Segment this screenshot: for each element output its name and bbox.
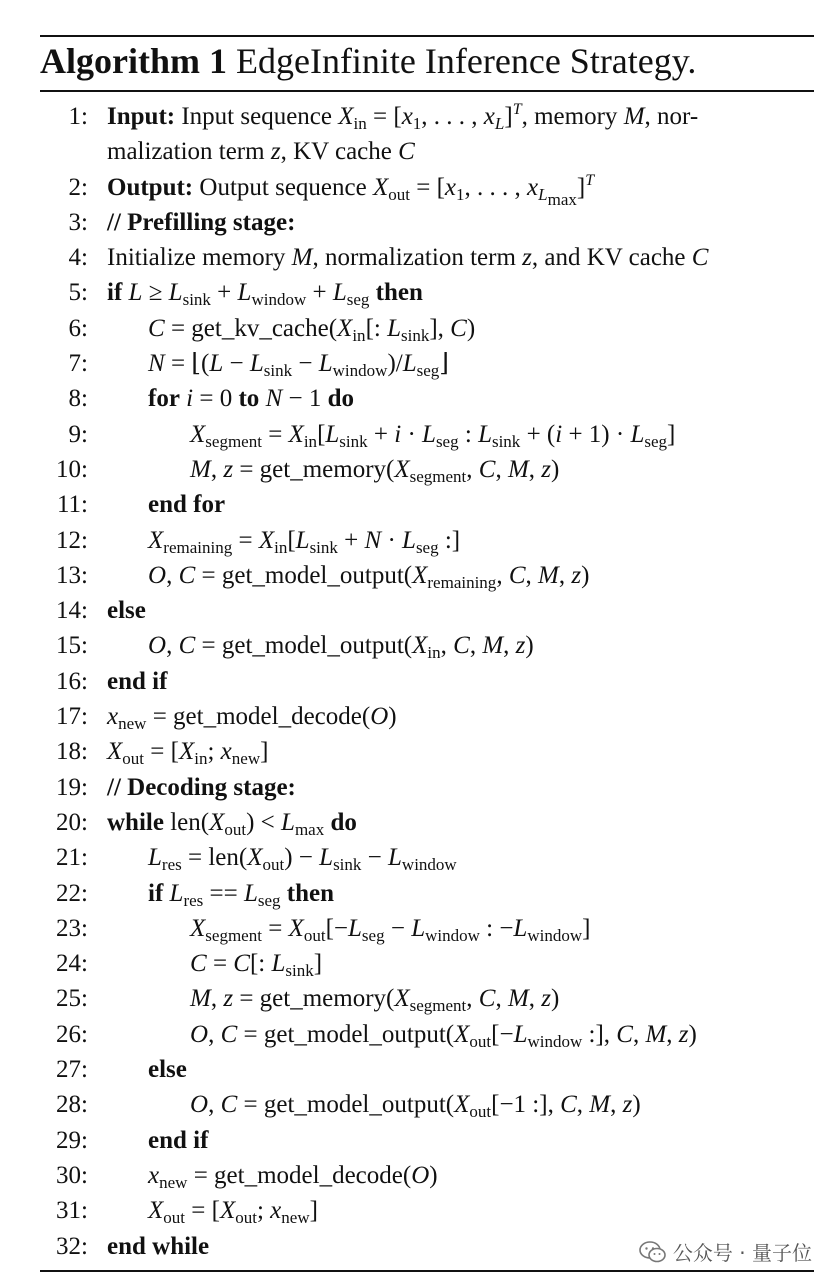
line-number: 8: (68, 385, 88, 413)
top-rule (40, 35, 814, 37)
line-number: 21: (56, 844, 88, 872)
line-code: end for (148, 491, 226, 519)
line-code: for i = 0 to N − 1 do (148, 385, 355, 413)
algorithm-line (0, 381, 838, 416)
line-number: 29: (56, 1126, 88, 1154)
algorithm-name: EdgeInfinite Inference Strategy. (235, 41, 697, 81)
algorithm-line (0, 1193, 838, 1228)
watermark (639, 1237, 812, 1266)
algorithm-line (0, 593, 838, 628)
line-number: 19: (56, 773, 88, 801)
line-number: 10: (56, 455, 88, 483)
algorithm-line (0, 275, 838, 310)
line-number: 3: (68, 208, 88, 236)
line-code: C = C[: $L_{sink}$] (190, 950, 323, 981)
algorithm-line (0, 1158, 838, 1193)
line-number: 6: (68, 314, 88, 342)
line-number: 30: (56, 1161, 88, 1189)
line-number: 32: (56, 1232, 88, 1260)
line-number: 24: (56, 950, 88, 978)
wechat-icon (639, 1241, 667, 1263)
algorithm-line (0, 628, 838, 663)
line-code: $X_{segment} = X_{out}[-L_{seg} - L_{window}$ : $-L_{window}$] (190, 914, 591, 945)
algorithm-line (0, 240, 838, 275)
algorithm-line (0, 205, 838, 240)
line-code: $x_{new}$ = get_model_decode(O) (148, 1161, 438, 1192)
line-code: end if (148, 1126, 209, 1154)
algorithm-line (0, 1052, 838, 1087)
line-code: O, $C = get\_model\_output(X_{out}[-L_{window}$ :], C, M, z) (190, 1020, 697, 1051)
line-code: Initialize memory M, normalization term z, and KV cache C (107, 244, 709, 272)
line-number: 5: (68, 279, 88, 307)
line-code: $X_{out} = [X_{in}$; $x_{new}$] (107, 738, 269, 769)
line-code: // Prefilling stage: (107, 208, 296, 236)
line-code: O, $C = get\_model\_output(X_{in}$, C, M, z) (148, 632, 534, 663)
line-code: M, $z = get\_memory(X_{segment}$, C, M, z) (190, 455, 560, 486)
line-code: Input: Input sequence $X_{in} = [x_1$, . . . , $x_L]^T$, memory M, nor- (107, 101, 699, 133)
algorithm-line (0, 1123, 838, 1158)
algorithm-line (0, 1087, 838, 1122)
algorithm-label: Algorithm 1 (40, 41, 227, 81)
line-number: 25: (56, 985, 88, 1013)
algorithm-line (0, 99, 838, 134)
line-code: $X_{segment} = X_{in}[L_{sink} + i \cdot L_{seg}$ : $L_{sink} + (i + 1) \cdot L_{seg}$] (190, 420, 676, 451)
line-code: $L_{res} = len(X_{out}) - L_{sink} - L_{window}$ (148, 844, 457, 875)
line-number: 20: (56, 808, 88, 836)
line-number: 22: (56, 879, 88, 907)
algorithm-line (0, 840, 838, 875)
algorithm-line (0, 734, 838, 769)
line-code: $C = get\_kv\_cache(X_{in}$[: $L_{sink}$], C) (148, 314, 476, 345)
algorithm-line (0, 452, 838, 487)
algorithm-line (0, 664, 838, 699)
line-code: if $L_{res} == L_{seg}$ then (148, 879, 335, 910)
line-code: O, $C = get\_model\_output(X_{out}[-1$ :], C, M, z) (190, 1091, 641, 1122)
line-code: if $L \ge L_{sink} + L_{window} + L_{seg}$ then (107, 279, 423, 310)
line-code: end if (107, 667, 168, 695)
line-code: O, $C = get\_model\_output(X_{remaining}$, C, M, z) (148, 561, 590, 592)
algorithm-line (0, 1017, 838, 1052)
line-code: M, $z = get\_memory(X_{segment}$, C, M, z) (190, 985, 560, 1016)
line-code: while $len(X_{out}) < L_{max}$ do (107, 808, 357, 839)
line-code: else (148, 1056, 187, 1084)
line-number: 1: (68, 103, 88, 130)
algorithm-line (0, 523, 838, 558)
line-number: 7: (68, 350, 88, 378)
line-number: 11: (56, 491, 88, 519)
algorithm-line (0, 311, 838, 346)
algorithm-line (0, 346, 838, 381)
bottom-rule (40, 1270, 814, 1272)
line-number: 15: (56, 632, 88, 660)
algorithm-title (40, 40, 696, 82)
title-rule (40, 90, 814, 92)
line-number: 18: (56, 738, 88, 766)
algorithm-line (0, 911, 838, 946)
line-code: $X_{out} = [X_{out}$; $x_{new}$] (148, 1197, 318, 1228)
algorithm-line (0, 805, 838, 840)
line-number: 2: (68, 173, 88, 201)
line-code: else (107, 597, 146, 625)
algorithm-line (0, 770, 838, 805)
line-number: 13: (56, 561, 88, 589)
line-number: 28: (56, 1091, 88, 1119)
algorithm-line (0, 417, 838, 452)
algorithm-line (0, 170, 838, 209)
algorithm-line (0, 134, 838, 169)
algorithm-body (0, 99, 838, 1264)
line-number: 4: (68, 244, 88, 272)
line-number: 31: (56, 1197, 88, 1225)
algorithm-line (0, 699, 838, 734)
line-number: 23: (56, 914, 88, 942)
algorithm-line (0, 487, 838, 522)
line-number: 14: (56, 597, 88, 625)
line-code: $x_{new}$ = get_model_decode(O) (107, 703, 397, 734)
line-number: 9: (68, 420, 88, 448)
line-number: 17: (56, 703, 88, 731)
algorithm-line (0, 981, 838, 1016)
watermark-text: 公众号 · 量子位 (672, 1241, 812, 1265)
line-code: // Decoding stage: (107, 773, 296, 801)
line-number: 26: (56, 1020, 88, 1048)
line-code: $X_{remaining} = X_{in}[L_{sink} + N \cdot L_{seg}$ :] (148, 526, 461, 557)
algorithm-line (0, 558, 838, 593)
algorithm-line (0, 946, 838, 981)
line-code: malization term z, KV cache C (107, 138, 415, 166)
line-number: 27: (56, 1056, 88, 1084)
line-code: N = ⌊(L − $L_{sink}$ − $L_{window})/L_{seg}⌋$ (148, 350, 450, 381)
line-number: 16: (56, 667, 88, 695)
line-code: end while (107, 1232, 210, 1260)
algorithm-line (0, 876, 838, 911)
line-number: 12: (56, 526, 88, 554)
line-code: Output: Output sequence $X_{out} = [x_1$, . . . , $x_{L_{max}}]^T$ (107, 171, 595, 209)
